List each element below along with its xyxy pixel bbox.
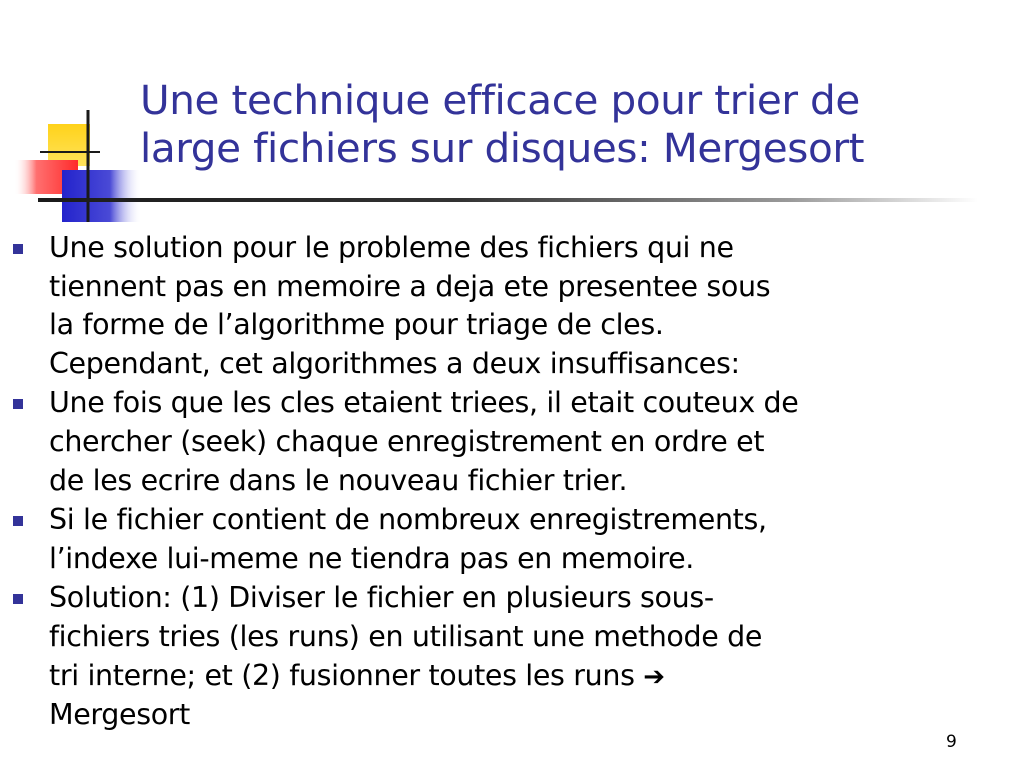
square-bullet-icon: [13, 594, 23, 604]
bullet-line: la forme de l’algorithme pour triage de cles.: [49, 308, 664, 342]
bullet-line: Mergesort: [49, 698, 190, 732]
bullet-item: [0, 501, 1010, 578]
bullet-item: [0, 229, 1010, 383]
bullet-line: de les ecrire dans le nouveau fichier trier.: [49, 463, 628, 497]
bullet-line: Cependant, cet algorithmes a deux insuffisances:: [49, 346, 740, 380]
title-divider: [38, 198, 978, 202]
slide-title: [140, 76, 1000, 172]
colored-squares-logo: [0, 0, 150, 240]
bullet-line: Une solution pour le probleme des fichiers qui ne: [49, 231, 734, 264]
bullet-list: [0, 229, 1010, 736]
square-bullet-icon: [13, 399, 23, 409]
bullet-line: Si le fichier contient de nombreux enregistrements,: [49, 503, 767, 537]
bullet-line: Solution: (1) Diviser le fichier en plusieurs sous-: [49, 581, 714, 615]
bullet-line: chercher (seek) chaque enregistrement en ordre et: [49, 424, 765, 458]
bullet-line: fichiers tries (les runs) en utilisant une methode de: [49, 619, 763, 653]
bullet-item: [0, 384, 1010, 500]
square-bullet-icon: [13, 516, 23, 526]
bullet-line: Une fois que les cles etaient triees, il etait couteux de: [49, 386, 799, 420]
page-number: 9: [946, 732, 957, 752]
bullet-line: tri interne; et (2) fusionner toutes les runs: [49, 658, 635, 692]
bullet-line: tiennent pas en memoire a deja ete presentee sous: [49, 269, 771, 303]
right-arrow-icon: ➔: [643, 661, 665, 692]
bullet-item: [0, 579, 1010, 734]
slide-title-line: large fichiers sur disques: Mergesort: [140, 124, 865, 172]
slide-title-line: Une technique efficace pour trier de: [140, 76, 860, 124]
square-bullet-icon: [13, 244, 23, 254]
bullet-line: l’indexe lui-meme ne tiendra pas en memoire.: [49, 541, 694, 575]
